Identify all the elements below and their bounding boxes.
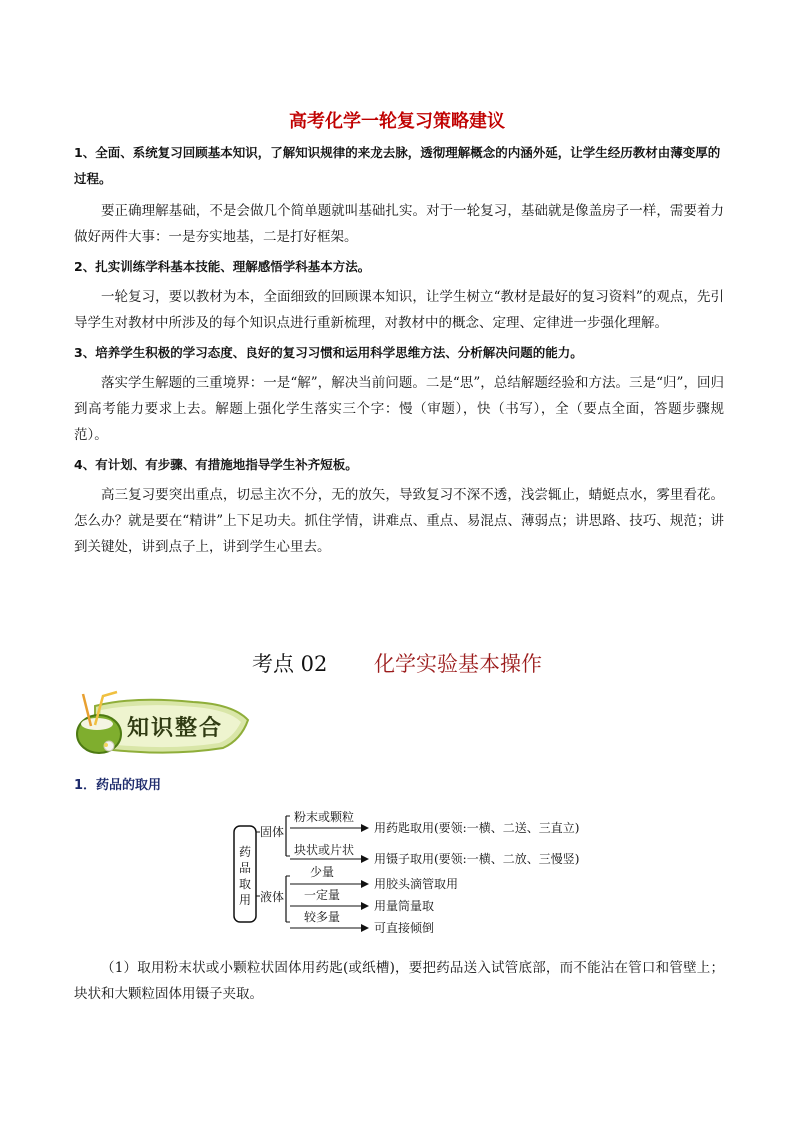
branch-1-condition: 粉末或颗粒 bbox=[294, 810, 355, 824]
section-3-heading: 3、培养学生积极的学习态度、良好的复习习惯和运用科学思维方法、分析解决问题的能力。 bbox=[74, 345, 583, 360]
section-1-body: 要正确理解基础，不是会做几个简单题就叫基础扎实。对于一轮复习，基础就是像盖房子一样，需要着力做好两件大事：一是夯实地基，二是打好框架。 bbox=[74, 203, 724, 245]
operation-note: （1）取用粉末状或小颗粒状固体用药匙(或纸槽)，要把药品送入试管底部，而不能沾在管口和管壁上；块状和大颗粒固体用镊子夹取。 bbox=[74, 960, 724, 1002]
root-label-3: 取 bbox=[239, 877, 252, 891]
branch-5-result: 可直接倾倒 bbox=[374, 921, 435, 935]
section-2-body: 一轮复习，要以教材为本，全面细致的回顾课本知识，让学生树立“教材是最好的复习资料”的观点，先引导学生对教材中所涉及的每个知识点进行重新梳理，对教材中的概念、定理、定律进一步强化理解。 bbox=[74, 289, 724, 331]
solid-label: 固体 bbox=[260, 825, 285, 839]
root-label-1: 药 bbox=[239, 845, 252, 859]
section-3-body: 落实学生解题的三重境界：一是“解”，解决当前问题。二是“思”，总结解题经验和方法。三是“归”，回归到高考能力要求上去。解题上强化学生落实三个字：慢（审题），快（书写），全（要点全面，答题步骤规范）。 bbox=[74, 375, 724, 443]
exam-point-name: 化学实验基本操作 bbox=[374, 652, 543, 676]
knowledge-badge-label: 知识整合 bbox=[126, 715, 223, 741]
section-1-heading: 1、全面、系统复习回顾基本知识，了解知识规律的来龙去脉，透彻理解概念的内涵外延，让学生经历教材由薄变厚的过程。 bbox=[74, 145, 721, 186]
root-label-2: 品 bbox=[239, 861, 252, 875]
branch-2-condition: 块状或片状 bbox=[294, 843, 355, 857]
root-label-4: 用 bbox=[239, 893, 252, 907]
branch-4-result: 用量筒量取 bbox=[374, 899, 435, 913]
subsection-heading: 1．药品的取用 bbox=[74, 778, 162, 793]
branch-4-condition: 一定量 bbox=[304, 888, 341, 902]
liquid-label: 液体 bbox=[260, 890, 285, 904]
section-4-heading: 4、有计划、有步骤、有措施地指导学生补齐短板。 bbox=[74, 457, 358, 472]
branch-2-result: 用镊子取用(要领:一横、二放、三慢竖) bbox=[374, 852, 580, 866]
strategy-content bbox=[74, 140, 724, 560]
exam-point-number: 考点 02 bbox=[251, 652, 328, 676]
doc-title: 高考化学一轮复习策略建议 bbox=[289, 111, 505, 132]
drug-taking-diagram bbox=[230, 804, 600, 944]
branch-5-condition: 较多量 bbox=[304, 910, 341, 924]
branch-3-result: 用胶头滴管取用 bbox=[374, 877, 459, 891]
branch-1-result: 用药匙取用(要领:一横、二送、三直立) bbox=[374, 821, 580, 835]
branch-3-condition: 少量 bbox=[310, 865, 335, 879]
section-2-heading: 2、扎实训练学科基本技能、理解感悟学科基本方法。 bbox=[74, 259, 371, 274]
section-4-body: 高三复习要突出重点，切忌主次不分，无的放矢，导致复习不深不透，浅尝辄止，蜻蜓点水，雾里看花。怎么办？就是要在“精讲”上下足功夫。抓住学情，讲难点、重点、易混点、薄弱点；讲思路、技巧、规范；讲到关键处，讲到点子上，讲到学生心里去。 bbox=[74, 487, 724, 555]
exam-point-title bbox=[0, 648, 794, 678]
